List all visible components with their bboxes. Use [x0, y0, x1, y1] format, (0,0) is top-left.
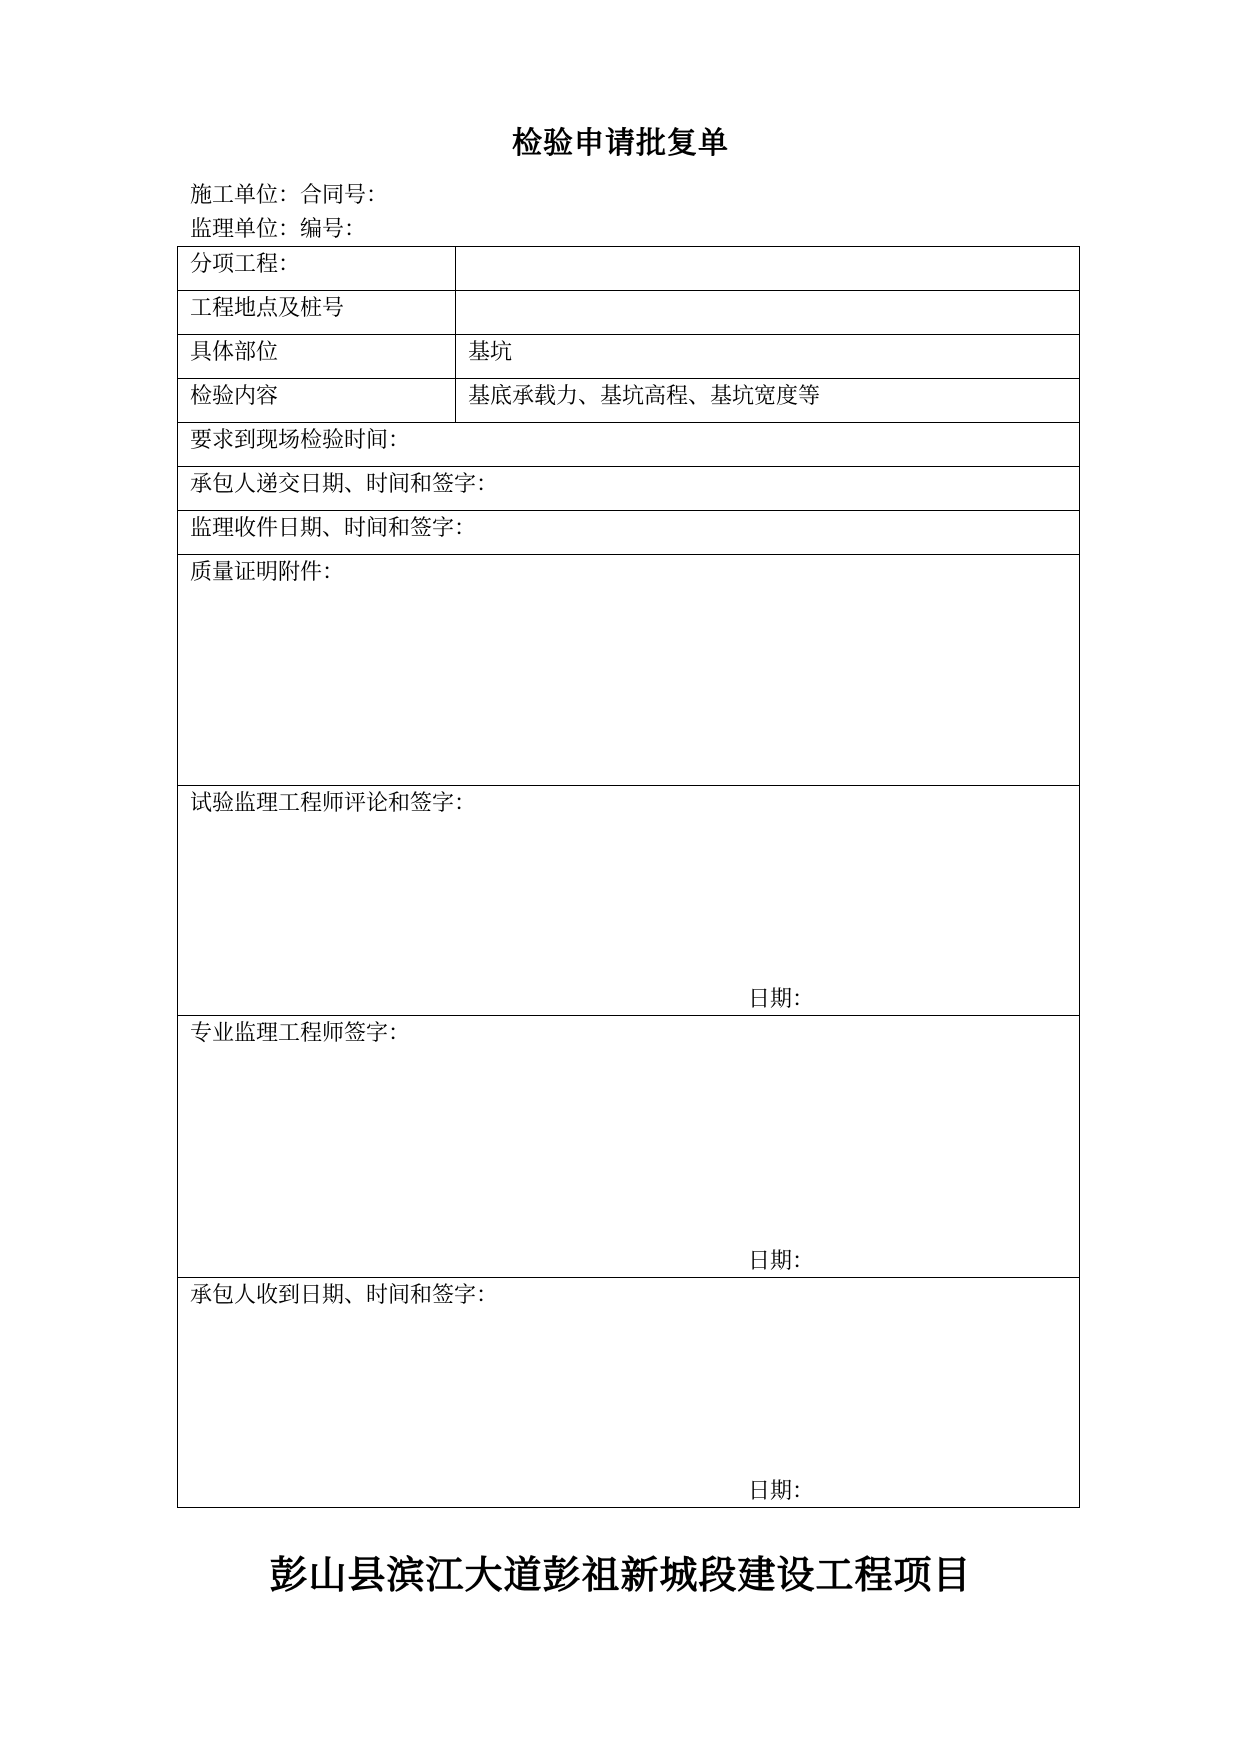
supervisor-receive-label: 监理收件日期、时间和签字： — [178, 511, 1080, 555]
inspection-form-table — [177, 246, 1080, 1508]
contractor-receive-cell — [178, 1278, 1080, 1508]
specialist-engineer-date-label: 日期： — [748, 1249, 815, 1274]
content-label: 检验内容 — [178, 379, 456, 423]
row-inspect-time — [178, 423, 1080, 467]
row-part — [178, 335, 1080, 379]
row-content — [178, 379, 1080, 423]
row-sub-project — [178, 247, 1080, 291]
inspect-time-label: 要求到现场检验时间： — [178, 423, 1080, 467]
content-value: 基底承载力、基坑高程、基坑宽度等 — [456, 379, 1080, 423]
contractor-receive-label: 承包人收到日期、时间和签字： — [190, 1283, 499, 1308]
test-engineer-date-label: 日期： — [748, 987, 815, 1012]
row-specialist-engineer — [178, 1016, 1080, 1278]
contractor-receive-date-label: 日期： — [748, 1479, 815, 1504]
row-test-engineer — [178, 786, 1080, 1016]
contractor-submit-label: 承包人递交日期、时间和签字： — [178, 467, 1080, 511]
location-value — [456, 291, 1080, 335]
sub-project-label: 分项工程： — [178, 247, 456, 291]
specialist-engineer-label: 专业监理工程师签字： — [190, 1021, 411, 1046]
part-label: 具体部位 — [178, 335, 456, 379]
test-engineer-cell — [178, 786, 1080, 1016]
header-construction-unit: 施工单位：合同号： — [190, 183, 389, 208]
page-title: 检验申请批复单 — [512, 126, 729, 161]
quality-attachments-label: 质量证明附件： — [178, 555, 1080, 786]
specialist-engineer-cell — [178, 1016, 1080, 1278]
footer-project-title: 彭山县滨江大道彭祖新城段建设工程项目 — [269, 1552, 972, 1597]
row-location — [178, 291, 1080, 335]
row-quality-attachments — [178, 555, 1080, 786]
row-contractor-submit — [178, 467, 1080, 511]
header-supervision-unit: 监理单位：编号： — [190, 217, 367, 242]
row-supervisor-receive — [178, 511, 1080, 555]
location-label: 工程地点及桩号 — [178, 291, 456, 335]
sub-project-value — [456, 247, 1080, 291]
test-engineer-label: 试验监理工程师评论和签字： — [190, 791, 477, 816]
row-contractor-receive — [178, 1278, 1080, 1508]
part-value: 基坑 — [456, 335, 1080, 379]
